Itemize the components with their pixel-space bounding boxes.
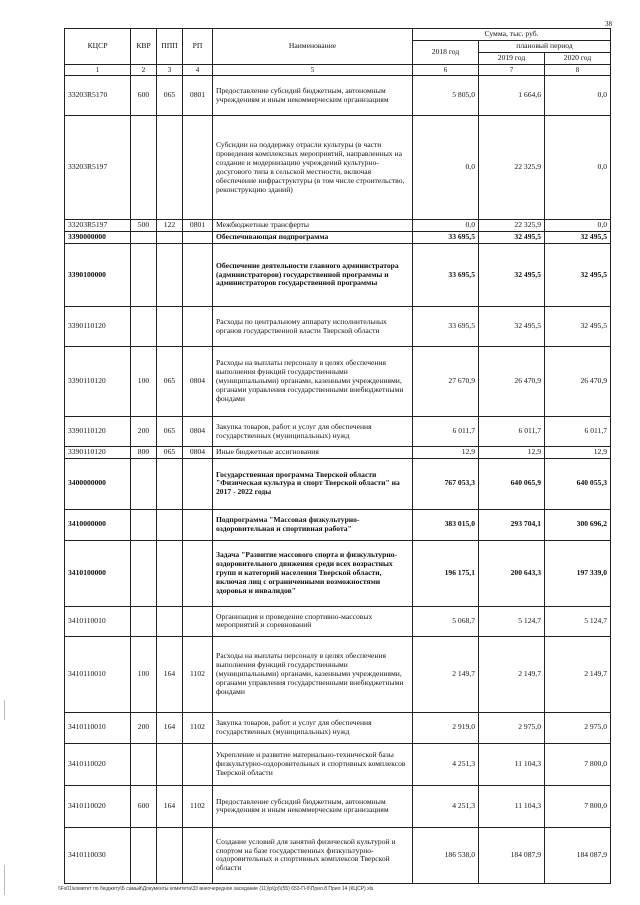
cell-2018: 0,0: [413, 116, 479, 220]
cell-rp: [183, 307, 213, 347]
cell-ppp: [157, 509, 183, 540]
cell-name: Межбюджетные трансферты: [213, 220, 413, 232]
cell-ppp: [157, 244, 183, 307]
cell-2018: 33 695,5: [413, 307, 479, 347]
cell-kcsr: 3410100000: [65, 540, 131, 606]
cell-2018: 196 175,1: [413, 540, 479, 606]
cell-kcsr: 3390100000: [65, 244, 131, 307]
cell-2020: 0,0: [545, 76, 611, 116]
footer-file-path: \\Fs01\комитет по бюджету\Б самый\Документы комитета\33 внеочередное заседание (11)\р\(р)\(55) 653-П-б\Прил.8 Прил 14 (КЦСР).xls: [58, 886, 374, 892]
column-number: 7: [479, 64, 545, 75]
cell-rp: [183, 116, 213, 220]
table-row: [65, 116, 611, 220]
table-body: [65, 76, 611, 884]
cell-name: Закупка товаров, работ и услуг для обеспечения государственных (муниципальных) нужд: [213, 712, 413, 743]
table-row: [65, 458, 611, 509]
cell-2018: 5 068,7: [413, 606, 479, 636]
cell-2018: 186 538,0: [413, 827, 479, 883]
cell-2018: 27 670,9: [413, 347, 479, 417]
cell-kvr: 100: [131, 347, 157, 417]
header-2019: 2019 год: [479, 52, 545, 64]
cell-rp: 0804: [183, 447, 213, 459]
cell-2018: 4 251,3: [413, 785, 479, 827]
cell-2019: 200 643,3: [479, 540, 545, 606]
cell-2020: 7 800,0: [545, 743, 611, 785]
table-header: [65, 29, 611, 76]
margin-mark: [4, 700, 5, 720]
table-row: [65, 540, 611, 606]
table-row: [65, 244, 611, 307]
cell-kvr: [131, 606, 157, 636]
cell-2020: 32 495,5: [545, 232, 611, 244]
cell-2020: 26 470,9: [545, 347, 611, 417]
cell-2019: 32 495,5: [479, 232, 545, 244]
cell-ppp: [157, 307, 183, 347]
cell-ppp: [157, 458, 183, 509]
table-row: [65, 712, 611, 743]
cell-2019: 12,9: [479, 447, 545, 459]
cell-kvr: 100: [131, 636, 157, 712]
column-number: 1: [65, 64, 131, 75]
table-row: [65, 232, 611, 244]
cell-2019: 22 325,9: [479, 116, 545, 220]
cell-2019: 32 495,5: [479, 244, 545, 307]
table-row: [65, 785, 611, 827]
cell-name: Расходы по центральному аппарату исполнительных органов государственной власти Тверской области: [213, 307, 413, 347]
cell-2020: 32 495,5: [545, 307, 611, 347]
cell-kvr: [131, 244, 157, 307]
table-row: [65, 417, 611, 447]
cell-rp: 0804: [183, 417, 213, 447]
cell-2018: 33 695,5: [413, 244, 479, 307]
cell-2020: 0,0: [545, 116, 611, 220]
cell-2019: 1 664,6: [479, 76, 545, 116]
cell-kvr: [131, 116, 157, 220]
cell-kcsr: 3400000000: [65, 458, 131, 509]
table-row: [65, 743, 611, 785]
cell-2020: 184 087,9: [545, 827, 611, 883]
header-2020: 2020 год: [545, 52, 611, 64]
cell-kcsr: 3410110030: [65, 827, 131, 883]
cell-2020: 7 800,0: [545, 785, 611, 827]
cell-name: Расходы на выплаты персоналу в целях обеспечения выполнения функций государственными (муниципальными) органами, казенными учреждениями, органами управления государственными внебюджетными фондами: [213, 347, 413, 417]
cell-kvr: [131, 743, 157, 785]
cell-2019: 640 065,9: [479, 458, 545, 509]
column-number: 3: [157, 64, 183, 75]
cell-2018: 767 053,3: [413, 458, 479, 509]
cell-kvr: 200: [131, 712, 157, 743]
cell-rp: 0804: [183, 347, 213, 417]
cell-kcsr: 3410110010: [65, 606, 131, 636]
header-kcsr: КЦСР: [65, 29, 131, 65]
cell-2018: 5 805,0: [413, 76, 479, 116]
cell-ppp: 065: [157, 447, 183, 459]
cell-kcsr: 3390000000: [65, 232, 131, 244]
cell-kvr: [131, 827, 157, 883]
cell-2018: 2 919,0: [413, 712, 479, 743]
cell-name: Создание условий для занятий физической культурой и спортом на базе государственных физкультурно-оздоровительных и спортивных комплексов Тверской области: [213, 827, 413, 883]
cell-2019: 26 470,9: [479, 347, 545, 417]
table-row: [65, 447, 611, 459]
cell-2019: 22 325,9: [479, 220, 545, 232]
cell-2020: 5 124,7: [545, 606, 611, 636]
cell-name: Укрепление и развитие материально-технической базы физкультурно-оздоровительных и спортивных комплексов Тверской области: [213, 743, 413, 785]
cell-2020: 300 696,2: [545, 509, 611, 540]
cell-ppp: 065: [157, 417, 183, 447]
cell-rp: 0801: [183, 220, 213, 232]
table-row: [65, 220, 611, 232]
cell-kcsr: 3410110010: [65, 712, 131, 743]
header-rp: РП: [183, 29, 213, 65]
cell-name: Организация и проведение спортивно-массовых мероприятий и соревнований: [213, 606, 413, 636]
cell-2019: 184 087,9: [479, 827, 545, 883]
cell-ppp: [157, 116, 183, 220]
cell-ppp: 065: [157, 76, 183, 116]
cell-rp: [183, 509, 213, 540]
cell-ppp: 122: [157, 220, 183, 232]
cell-kvr: [131, 458, 157, 509]
cell-2018: 6 011,7: [413, 417, 479, 447]
cell-kcsr: 33203R5197: [65, 116, 131, 220]
cell-ppp: 065: [157, 347, 183, 417]
cell-kcsr: 3390110120: [65, 347, 131, 417]
cell-2019: 293 704,1: [479, 509, 545, 540]
cell-2018: 383 015,0: [413, 509, 479, 540]
table-row: [65, 347, 611, 417]
cell-kcsr: 3410000000: [65, 509, 131, 540]
table-row: [65, 509, 611, 540]
cell-ppp: [157, 743, 183, 785]
cell-2019: 11 104,3: [479, 785, 545, 827]
cell-2020: 6 011,7: [545, 417, 611, 447]
cell-name: Предоставление субсидий бюджетным, автономным учреждениям и иным некоммерческим организациям: [213, 785, 413, 827]
cell-2019: 11 104,3: [479, 743, 545, 785]
header-sum: Сумма, тыс. руб.: [413, 29, 611, 41]
budget-table: [64, 28, 611, 884]
cell-rp: [183, 743, 213, 785]
cell-rp: 1102: [183, 712, 213, 743]
cell-2020: 2 149,7: [545, 636, 611, 712]
cell-kvr: 600: [131, 76, 157, 116]
cell-ppp: [157, 232, 183, 244]
header-kvr: КВР: [131, 29, 157, 65]
table-row: [65, 827, 611, 883]
margin-mark: [4, 865, 5, 895]
cell-kvr: [131, 232, 157, 244]
table-row: [65, 307, 611, 347]
cell-2020: 640 055,3: [545, 458, 611, 509]
cell-2018: 2 149,7: [413, 636, 479, 712]
cell-kvr: 800: [131, 447, 157, 459]
cell-2020: 12,9: [545, 447, 611, 459]
column-number: 4: [183, 64, 213, 75]
header-name: Наименование: [213, 29, 413, 65]
cell-2020: 32 495,5: [545, 244, 611, 307]
cell-rp: 0801: [183, 76, 213, 116]
header-2018: 2018 год: [413, 40, 479, 64]
cell-rp: [183, 827, 213, 883]
cell-2018: 4 251,3: [413, 743, 479, 785]
cell-kcsr: 3390110120: [65, 307, 131, 347]
cell-rp: [183, 232, 213, 244]
cell-2020: 0,0: [545, 220, 611, 232]
cell-name: Подпрограмма "Массовая физкультурно-оздоровительная и спортивная работа": [213, 509, 413, 540]
cell-name: Обеспечение деятельности главного администратора (администраторов) государственной программы и администраторов государственной программы: [213, 244, 413, 307]
cell-2018: 12,9: [413, 447, 479, 459]
cell-name: Предоставление субсидий бюджетным, автономным учреждениям и иным некоммерческим организациям: [213, 76, 413, 116]
table-row: [65, 606, 611, 636]
cell-rp: [183, 458, 213, 509]
cell-kcsr: 3410110010: [65, 636, 131, 712]
cell-kcsr: 33203R5197: [65, 220, 131, 232]
cell-kvr: 200: [131, 417, 157, 447]
cell-ppp: [157, 540, 183, 606]
cell-2019: 2 975,0: [479, 712, 545, 743]
cell-2018: 0,0: [413, 220, 479, 232]
cell-kcsr: 3390110120: [65, 417, 131, 447]
cell-rp: 1102: [183, 636, 213, 712]
column-number: 2: [131, 64, 157, 75]
cell-rp: [183, 244, 213, 307]
cell-kcsr: 33203R5170: [65, 76, 131, 116]
cell-kvr: 500: [131, 220, 157, 232]
cell-kcsr: 3410110020: [65, 785, 131, 827]
cell-rp: 1102: [183, 785, 213, 827]
cell-kvr: [131, 509, 157, 540]
cell-name: Расходы на выплаты персоналу в целях обеспечения выполнения функций государственными (муниципальными) органами, казенными учреждениями, органами управления государственными внебюджетными фондами: [213, 636, 413, 712]
cell-2019: 2 149,7: [479, 636, 545, 712]
table-row: [65, 636, 611, 712]
table-row: [65, 76, 611, 116]
header-ppp: ППП: [157, 29, 183, 65]
header-planned-period: плановый период: [479, 40, 611, 52]
cell-kcsr: 3410110020: [65, 743, 131, 785]
cell-name: Задача "Развитие массового спорта и физкультурно-оздоровительного движения среди всех возрастных групп и категорий населения Тверской области, включая лиц с ограниченными возможностями здоровья и инвалидов": [213, 540, 413, 606]
cell-rp: [183, 540, 213, 606]
cell-kvr: 600: [131, 785, 157, 827]
cell-name: Обеспечивающая подпрограмма: [213, 232, 413, 244]
cell-name: Субсидии на поддержку отрасли культуры (в части проведения комплексных мероприятий, направленных на создание и модернизацию учреждений культурно-досугового типа в сельской местности, включая обеспечение инфраструктуры (в том числе строительство, реконструкцию зданий): [213, 116, 413, 220]
cell-2020: 2 975,0: [545, 712, 611, 743]
cell-name: Государственная программа Тверской области "Физическая культура и спорт Тверской области" на 2017 - 2022 годы: [213, 458, 413, 509]
cell-ppp: [157, 606, 183, 636]
cell-name: Иные бюджетные ассигнования: [213, 447, 413, 459]
cell-2019: 6 011,7: [479, 417, 545, 447]
cell-kvr: [131, 540, 157, 606]
page-number: 38: [605, 20, 612, 28]
cell-2019: 5 124,7: [479, 606, 545, 636]
column-numbers-row: [65, 64, 611, 75]
cell-kcsr: 3390110120: [65, 447, 131, 459]
cell-ppp: [157, 827, 183, 883]
cell-ppp: 164: [157, 636, 183, 712]
cell-2019: 32 495,5: [479, 307, 545, 347]
cell-ppp: 164: [157, 785, 183, 827]
cell-rp: [183, 606, 213, 636]
cell-2020: 197 339,0: [545, 540, 611, 606]
cell-2018: 33 695,5: [413, 232, 479, 244]
column-number: 6: [413, 64, 479, 75]
column-number: 8: [545, 64, 611, 75]
cell-ppp: 164: [157, 712, 183, 743]
column-number: 5: [213, 64, 413, 75]
cell-kvr: [131, 307, 157, 347]
cell-name: Закупка товаров, работ и услуг для обеспечения государственных (муниципальных) нужд: [213, 417, 413, 447]
